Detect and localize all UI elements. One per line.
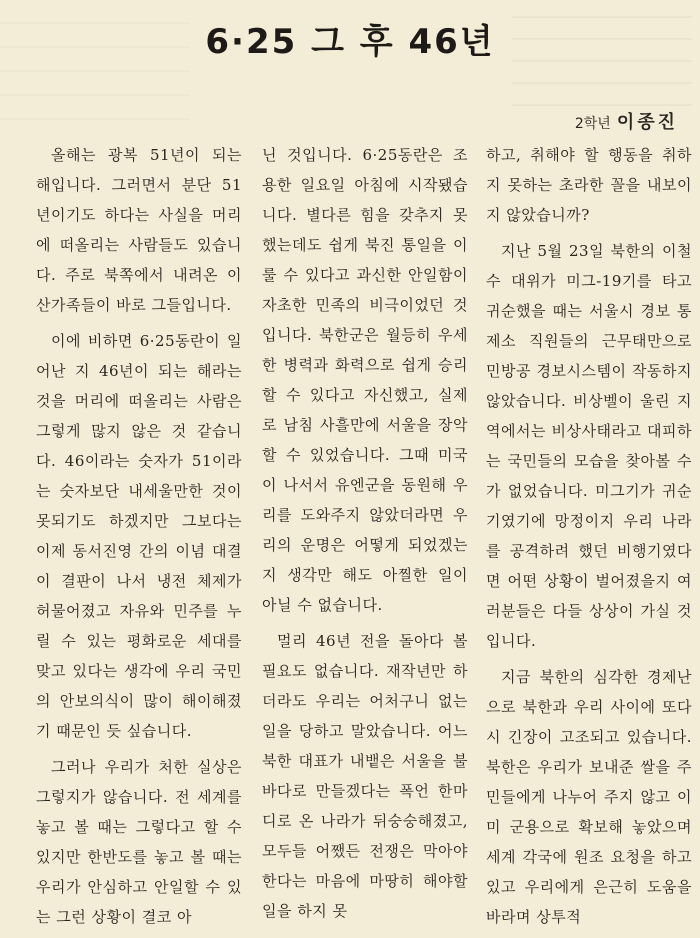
article-title: 6·25 그 후 46년 bbox=[205, 22, 495, 62]
byline bbox=[575, 108, 678, 134]
author-grade: 2학년 bbox=[574, 116, 611, 132]
paragraph: 올해는 광복 51년이 되는 해입니다. 그러면서 분단 51년이기도 하다는 사실을 머리에 떠올리는 사람들도 있습니다. 주로 북쪽에서 내려온 이산가족들이 바로 그들입니다. bbox=[36, 146, 242, 314]
paragraph: 이에 비하면 6·25동란이 일어난 지 46년이 되는 해라는 것을 머리에 떠올리는 사람은 그렇게 많지 않은 것 같습니다. 46이라는 숫자가 51이라는 숫자보단 내세울만한 것이 못되기도 하겠지만 그보다는 이제 동서진영 간의 이념 대결이 결판이 나서 냉전 체제가 허물어졌고 자유와 민주를 누릴 수 있는 평화로운 세대를 맞고 있다는 생각에 우리 국민의 안보의식이 많이 해이해졌기 때문인 듯 싶습니다. bbox=[36, 332, 242, 740]
paragraph: 지난 5월 23일 북한의 이철수 대위가 미그-19기를 타고 귀순했을 때는 서울시 경보 통제소 직원들의 근무태만으로 민방공 경보시스템이 작동하지 않았습니다. 비상벨이 울린 지역에서는 비상사태라고 대피하는 국민들의 모습을 찾아볼 수가 없었습니다. 미그기가 귀순기였기에 망정이지 우리 나라를 공격하려 했던 비행기였다면 어떤 상황이 벌어졌을지 여러분들은 다들 상상이 가실 것입니다. bbox=[486, 242, 692, 650]
paragraph: 그러나 우리가 처한 실상은 그렇지가 않습니다. 전 세계를 놓고 볼 때는 그렇다고 할 수 있지만 한반도를 놓고 볼 때는 우리가 안심하고 안일할 수 있는 그런 상황이 결코 아 bbox=[36, 758, 242, 926]
paragraph: 멀리 46년 전을 돌아다 볼 필요도 없습니다. 재작년만 하더라도 우리는 어처구니 없는 일을 당하고 말았습니다. 어느 북한 대표가 내뱉은 서울을 불바다로 만들겠다는 폭언 한마디로 온 나라가 뒤숭숭해졌고, 모두들 어쨌든 전쟁은 막아야 한다는 마음에 마땅히 해야할 일을 하지 못 bbox=[262, 632, 468, 920]
paragraph: 지금 북한의 심각한 경제난으로 북한과 우리 사이에 또다시 긴장이 고조되고 있습니다. 북한은 우리가 보내준 쌀을 주민들에게 나누어 주지 않고 이미 군용으로 확보해 놓았으며 세계 각국에 원조 요청을 하고 있고 우리에게 은근히 도움을 바라며 상투적 bbox=[486, 668, 692, 926]
text-column-1 bbox=[36, 140, 242, 938]
author-name: 이종진 bbox=[616, 112, 678, 133]
paragraph: 하고, 취해야 할 행동을 취하지 못하는 초라한 꼴을 내보이지 않았습니까? bbox=[486, 146, 692, 224]
text-column-2 bbox=[262, 140, 468, 932]
paragraph: 닌 것입니다. 6·25동란은 조용한 일요일 아침에 시작됐습니다. 별다른 힘을 갖추지 못했는데도 쉽게 북진 통일을 이룰 수 있다고 과신한 안일함이 자초한 민족의 비극이었던 것입니다. 북한군은 월등히 우세한 병력과 화력으로 쉽게 승리할 수 있다고 자신했고, 실제로 남침 사흘만에 서울을 장악할 수 있었습니다. 그때 미국이 나서서 유엔군을 동원해 우리를 도와주지 않았더라면 우리의 운명은 어떻게 되었겠는지 생각만 해도 아찔한 일이 아닐 수 없습니다. bbox=[262, 146, 468, 614]
text-column-3 bbox=[486, 140, 692, 938]
